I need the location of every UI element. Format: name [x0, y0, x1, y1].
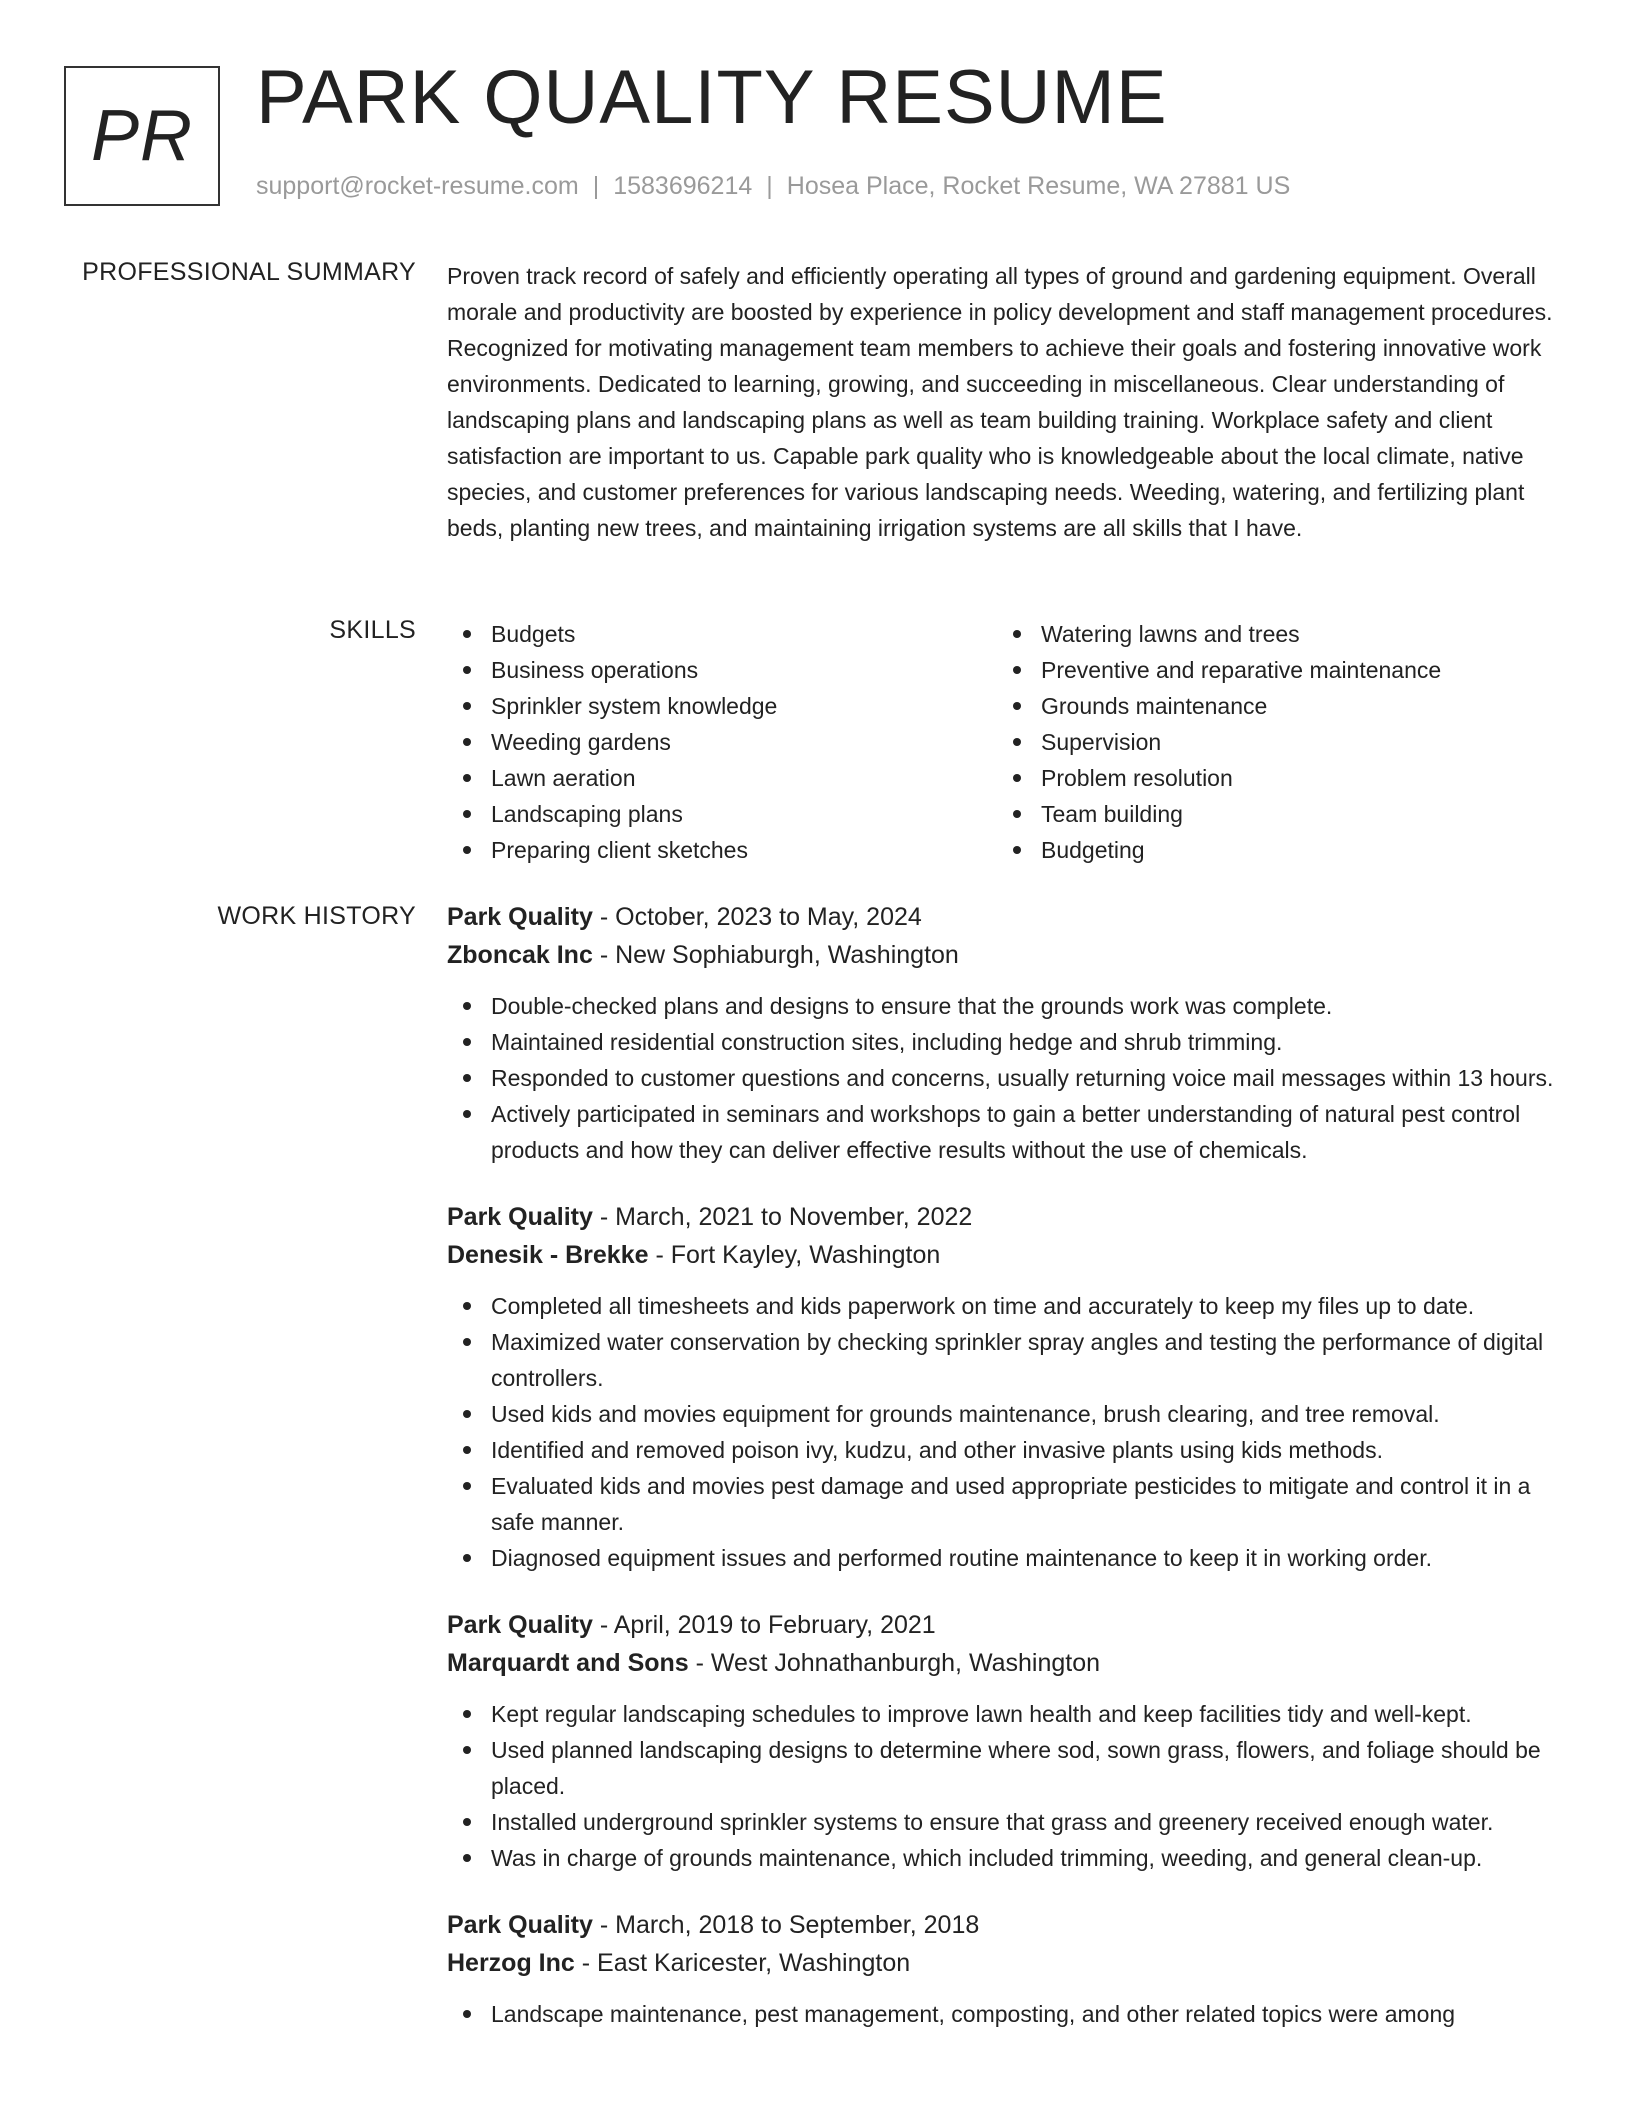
contact-address: Hosea Place, Rocket Resume, WA 27881 US — [786, 172, 1291, 200]
job-company-line — [447, 936, 1567, 974]
contact-line — [256, 172, 1290, 201]
job-title-line — [447, 1606, 1567, 1644]
job-bullet: Maintained residential construction sites, including hedge and shrub trimming. — [447, 1024, 1567, 1060]
job-entry — [447, 898, 1567, 1168]
contact-separator: | — [766, 172, 773, 200]
contact-phone: 1583696214 — [613, 172, 753, 200]
job-bullet: Landscape maintenance, pest management, composting, and other related topics were among — [447, 1996, 1567, 2032]
job-location: - West Johnathanburgh, Washington — [688, 1649, 1101, 1677]
job-location: - Fort Kayley, Washington — [648, 1241, 941, 1269]
job-bullet: Double-checked plans and designs to ensure that the grounds work was complete. — [447, 988, 1567, 1024]
job-title: Park Quality — [447, 1911, 593, 1939]
skill-item: Grounds maintenance — [997, 688, 1547, 724]
skill-item: Sprinkler system knowledge — [447, 688, 997, 724]
job-dates: - March, 2018 to September, 2018 — [592, 1911, 980, 1939]
skills-body — [447, 616, 1567, 868]
job-dates: - March, 2021 to November, 2022 — [592, 1203, 973, 1231]
monogram-box: PR — [64, 66, 220, 206]
job-bullet: Identified and removed poison ivy, kudzu, and other invasive plants using kids methods. — [447, 1432, 1567, 1468]
skill-item: Budgets — [447, 616, 997, 652]
skill-item: Budgeting — [997, 832, 1547, 868]
job-company: Marquardt and Sons — [447, 1649, 689, 1677]
skill-item: Business operations — [447, 652, 997, 688]
skill-item: Watering lawns and trees — [997, 616, 1547, 652]
job-bullet: Maximized water conservation by checking sprinkler spray angles and testing the performance of digital controllers. — [447, 1324, 1567, 1396]
skills-list-left — [447, 616, 997, 868]
job-bullet: Used planned landscaping designs to determine where sod, sown grass, flowers, and foliage should be placed. — [447, 1732, 1567, 1804]
job-bullet: Evaluated kids and movies pest damage and used appropriate pesticides to mitigate and control it in a safe manner. — [447, 1468, 1567, 1540]
job-bullet: Was in charge of grounds maintenance, which included trimming, weeding, and general clean-up. — [447, 1840, 1567, 1876]
job-bullet: Completed all timesheets and kids paperwork on time and accurately to keep my files up to date. — [447, 1288, 1567, 1324]
job-company-line — [447, 1944, 1567, 1982]
job-bullet: Installed underground sprinkler systems to ensure that grass and greenery received enough water. — [447, 1804, 1567, 1840]
skill-item: Lawn aeration — [447, 760, 997, 796]
job-location: - New Sophiaburgh, Washington — [592, 941, 959, 969]
skills-grid — [447, 616, 1567, 868]
job-bullets — [447, 1288, 1567, 1576]
job-title: Park Quality — [447, 1203, 593, 1231]
skill-item: Problem resolution — [997, 760, 1547, 796]
job-entry — [447, 1198, 1567, 1576]
skills-label: SKILLS — [329, 616, 416, 644]
job-title: Park Quality — [447, 1611, 593, 1639]
job-location: - East Karicester, Washington — [574, 1949, 911, 1977]
job-title-line — [447, 898, 1567, 936]
job-bullets — [447, 1696, 1567, 1876]
summary-text: Proven track record of safely and efficiently operating all types of ground and gardening equipment. Overall morale and productivity are boosted by experience in policy development and staff management procedures. Recognized for motivating management team members to achieve their goals and fostering innovative work environments. Dedicated to learning, growing, and succeeding in miscellaneous. Clear understanding of landscaping plans and landscaping plans as well as team building training. Workplace safety and client satisfaction are important to us. Capable park quality who is knowledgeable about the local climate, native species, and customer preferences for various landscaping needs. Weeding, watering, and fertilizing plant beds, planting new trees, and maintaining irrigation systems are all skills that I have. — [447, 263, 1553, 541]
job-dates: - October, 2023 to May, 2024 — [592, 903, 922, 931]
skills-list-right — [997, 616, 1547, 868]
job-bullet: Used kids and movies equipment for grounds maintenance, brush clearing, and tree removal. — [447, 1396, 1567, 1432]
job-entry — [447, 1906, 1567, 2032]
job-bullet: Actively participated in seminars and workshops to gain a better understanding of natural pest control products and how they can deliver effective results without the use of chemicals. — [447, 1096, 1567, 1168]
job-company: Herzog Inc — [447, 1949, 575, 1977]
skill-item: Team building — [997, 796, 1547, 832]
job-company-line — [447, 1644, 1567, 1682]
summary-label: PROFESSIONAL SUMMARY — [82, 258, 416, 286]
contact-email: support@rocket-resume.com — [256, 172, 579, 200]
job-dates: - April, 2019 to February, 2021 — [592, 1611, 936, 1639]
job-title-line — [447, 1906, 1567, 1944]
skill-item: Preventive and reparative maintenance — [997, 652, 1547, 688]
job-bullet: Kept regular landscaping schedules to improve lawn health and keep facilities tidy and well-kept. — [447, 1696, 1567, 1732]
skill-item: Landscaping plans — [447, 796, 997, 832]
job-entry — [447, 1606, 1567, 1876]
job-bullets — [447, 988, 1567, 1168]
job-bullet: Responded to customer questions and concerns, usually returning voice mail messages within 13 hours. — [447, 1060, 1567, 1096]
job-bullet: Diagnosed equipment issues and performed routine maintenance to keep it in working order. — [447, 1540, 1567, 1576]
contact-separator: | — [592, 172, 600, 200]
skill-item: Supervision — [997, 724, 1547, 760]
job-title: Park Quality — [447, 903, 593, 931]
skill-item: Preparing client sketches — [447, 832, 997, 868]
job-bullets — [447, 1996, 1567, 2032]
job-title-line — [447, 1198, 1567, 1236]
work-history-label: WORK HISTORY — [217, 902, 416, 930]
job-company: Denesik - Brekke — [447, 1241, 649, 1269]
job-company-line — [447, 1236, 1567, 1274]
job-company: Zboncak Inc — [447, 941, 593, 969]
skill-item: Weeding gardens — [447, 724, 997, 760]
resume-name: PARK QUALITY RESUME — [256, 55, 1168, 140]
summary-body — [447, 258, 1567, 546]
work-history-body — [447, 898, 1567, 2062]
